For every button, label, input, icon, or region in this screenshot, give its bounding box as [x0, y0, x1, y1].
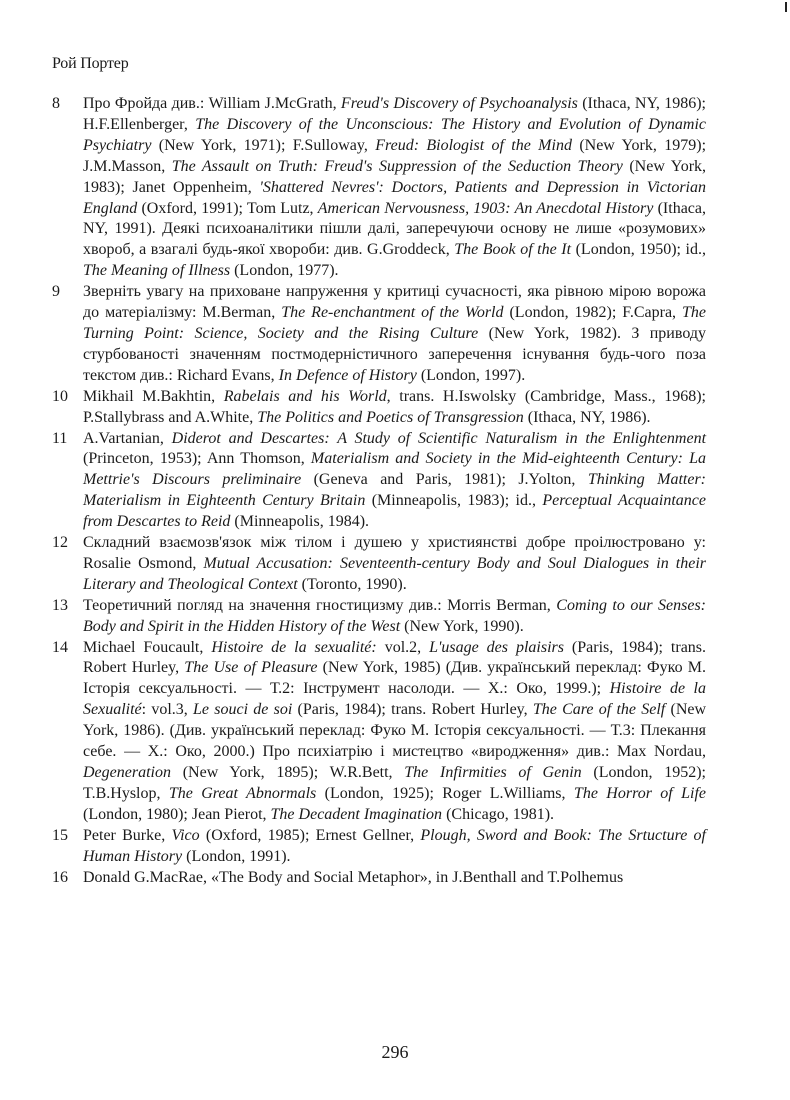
note-fragment: Складний взаємозв'язок між тілом і душею у християнстві добре проілюстровано у: Rosalie Osmond,	[83, 534, 706, 572]
note-fragment: Про Фройда див.: William J.McGrath,	[83, 95, 341, 112]
cited-title: Histoire de la Sexualité	[83, 680, 707, 719]
cited-title: Freud: Biologist of the Mind	[375, 136, 572, 154]
endnote	[52, 826, 706, 868]
endnote	[52, 638, 706, 826]
cited-title: Rabelais and his World	[223, 387, 387, 405]
cited-title: The Infirmities of Genin	[404, 764, 582, 781]
cited-title: The Re-enchantment of the World	[281, 304, 504, 322]
running-head: Рой Портер	[52, 55, 129, 72]
note-fragment: (Princeton, 1953); Ann Thomson,	[83, 450, 311, 468]
endnote-number: 16	[52, 868, 68, 886]
note-fragment: Peter Burke,	[83, 826, 172, 844]
cited-title: Diderot and Descartes: A Study of Scientific Naturalism in the Enlightenment	[171, 429, 707, 447]
endnote-text	[83, 868, 706, 889]
note-fragment: Теоретичний погляд на значення гностицизму див.: Morris Berman,	[83, 596, 557, 614]
note-fragment: (Minneapolis, 1983); id.,	[365, 492, 543, 510]
cited-title: Coming to our Senses: Body and Spirit in the Hidden History of the West	[83, 596, 706, 635]
endnote-text	[83, 94, 706, 282]
cited-title: Materialism and Society in the Mid-eighteenth Century: La Mettrie's Discours preliminaire	[83, 450, 707, 489]
endnote-text	[83, 533, 706, 596]
note-fragment: A.Vartanian,	[83, 429, 172, 447]
endnote-text	[83, 387, 706, 429]
note-fragment: (New York, 1982). З приводу стурбованості значенням постмодерністичного заперечення існування будь-чого поза текстом див.: Richard Evans,	[83, 324, 706, 384]
note-fragment: (London, 1950); id.,	[571, 241, 706, 259]
cited-title: Thinking Matter: Materialism in Eighteenth Century Britain	[83, 471, 707, 510]
endnote	[52, 282, 706, 387]
endnote-number: 8	[52, 95, 60, 112]
endnote-number: 13	[52, 596, 68, 614]
endnote-text	[83, 596, 706, 638]
note-fragment: (Paris, 1984); trans. Robert Hurley,	[83, 638, 707, 677]
note-fragment: (London, 1980); Jean Pierot,	[83, 805, 271, 823]
endnotes-list	[52, 94, 706, 888]
note-fragment: (Oxford, 1985); Ernest Gellner,	[199, 826, 421, 844]
endnote-number: 10	[52, 387, 68, 405]
note-fragment: (New York, 1895); W.R.Bett,	[170, 764, 405, 781]
endnote-text	[83, 638, 706, 826]
note-fragment: (London, 1977).	[230, 262, 339, 280]
cited-title: The Horror of Life	[573, 784, 707, 802]
note-fragment: Зверніть увагу на приховане напруження у критиці сучасності, яка рівною мірою ворожа до матеріалізму: M.Berman,	[83, 283, 706, 322]
endnote	[52, 533, 706, 596]
endnote	[52, 868, 706, 889]
cited-title: Freud's Discovery of Psychoanalysis	[340, 95, 578, 112]
cited-title: The Great Abnormals	[168, 784, 317, 802]
page-number: 296	[381, 1042, 409, 1062]
cited-title: In Defence of History	[278, 366, 417, 384]
endnote-text	[83, 282, 706, 387]
endnote	[52, 94, 706, 282]
endnote	[52, 596, 706, 638]
cited-title: The Discovery of the Unconscious: The History and Evolution of Dynamic Psychiatry	[83, 115, 707, 154]
note-fragment: Donald G.MacRae, «The Body and Social Metaphor», in J.Benthall and T.Polhemus	[83, 868, 624, 886]
note-fragment: (New York, 1971); F.Sulloway,	[151, 136, 376, 154]
note-fragment: (London, 1991).	[182, 847, 291, 865]
cited-title: 'Shattered Nevres': Doctors, Patients and Depression in Victorian England	[83, 178, 707, 217]
note-fragment: (Geneva and Paris, 1981); J.Yolton,	[301, 471, 588, 489]
note-fragment: , trans. H.Iswolsky (Cambridge, Mass., 1968); P.Stallybrass and A.White,	[83, 387, 706, 426]
cited-title: The Book of the It	[454, 241, 572, 259]
note-fragment: (Ithaca, NY, 1986).	[523, 408, 651, 426]
note-fragment: Mikhail M.Bakhtin,	[83, 387, 224, 405]
endnote-number: 15	[52, 826, 68, 844]
note-fragment: (London, 1952); T.B.Hyslop,	[83, 764, 706, 802]
note-fragment: : vol.3,	[141, 701, 194, 719]
note-fragment: (Ithaca, NY, 1991). Деякі психоаналітики пішли далі, заперечуючи основу не лише «розумових» хвороб, а взагалі будь-якої хвороби: див. G.Groddeck,	[83, 199, 707, 259]
cited-title: Vico	[171, 826, 200, 844]
cited-title: The Use of Pleasure	[184, 659, 318, 677]
note-fragment: (Toronto, 1990).	[297, 575, 407, 593]
note-fragment: Michael Foucault,	[83, 638, 212, 656]
note-fragment: (New York, 1990).	[400, 617, 524, 635]
note-fragment: (Ithaca, NY, 1986); H.F.Ellenberger,	[83, 95, 706, 133]
endnote-number: 14	[52, 638, 68, 656]
cited-title: Mutual Accusation: Seventeenth-century Body and Soul Dialogues in their Literary and Theological Context	[83, 554, 707, 593]
note-fragment: vol.2,	[376, 638, 430, 656]
note-fragment: (New York, 1983); Janet Oppenheim,	[83, 157, 707, 196]
note-fragment: (New York, 1986). (Див. український переклад: Фуко М. Історія сексуальності. — Т.3: Плекання себе. — Х.: Око, 2000.) Про психіатрію і мистецтво «виродження» див.: Max Nordau,	[83, 701, 707, 761]
cited-title: American Nervousness, 1903: An Anecdotal History	[317, 199, 654, 217]
endnote-text	[83, 429, 706, 534]
cited-title: Histoire de la sexualité:	[211, 638, 377, 656]
note-fragment: (London, 1925); Roger L.Williams,	[316, 784, 574, 802]
scan-corner-mark	[785, 2, 787, 12]
cited-title: The Meaning of Illness	[83, 262, 231, 280]
cited-title: Perceptual Acquaintance from Descartes to Reid	[83, 492, 707, 531]
cited-title: Le souci de soi	[193, 701, 293, 719]
note-fragment: (Minneapolis, 1984).	[230, 513, 370, 531]
cited-title: The Politics and Poetics of Transgression	[257, 408, 524, 426]
endnote-text	[83, 826, 706, 868]
cited-title: The Assault on Truth: Freud's Suppression of the Seduction Theory	[171, 157, 623, 175]
cited-title: The Care of the Self	[532, 701, 666, 719]
note-fragment: (Chicago, 1981).	[442, 805, 555, 823]
note-fragment: (New York, 1979); J.M.Masson,	[83, 136, 707, 175]
note-fragment: (London, 1982); F.Capra,	[503, 304, 683, 322]
endnote-number: 11	[52, 429, 68, 447]
cited-title: Degeneration	[83, 764, 171, 781]
note-fragment: (London, 1997).	[416, 366, 526, 384]
cited-title: L'usage des plaisirs	[429, 638, 564, 656]
note-fragment: (Oxford, 1991); Tom Lutz,	[137, 199, 318, 217]
cited-title: Plough, Sword and Book: The Srtucture of Human History	[83, 826, 707, 865]
endnote	[52, 387, 706, 429]
note-fragment: (New York, 1985) (Див. український переклад: Фуко М. Історія сексуальності. — Т.2: Інструмент насолоди. — Х.: Око, 1999.);	[83, 659, 707, 698]
note-fragment: (Paris, 1984); trans. Robert Hurley,	[292, 701, 533, 719]
endnote	[52, 429, 706, 534]
cited-title: The Turning Point: Science, Society and the Rising Culture	[83, 304, 707, 342]
endnote-number: 9	[52, 283, 60, 301]
endnote-number: 12	[52, 534, 68, 552]
cited-title: The Decadent Imagination	[270, 805, 443, 823]
